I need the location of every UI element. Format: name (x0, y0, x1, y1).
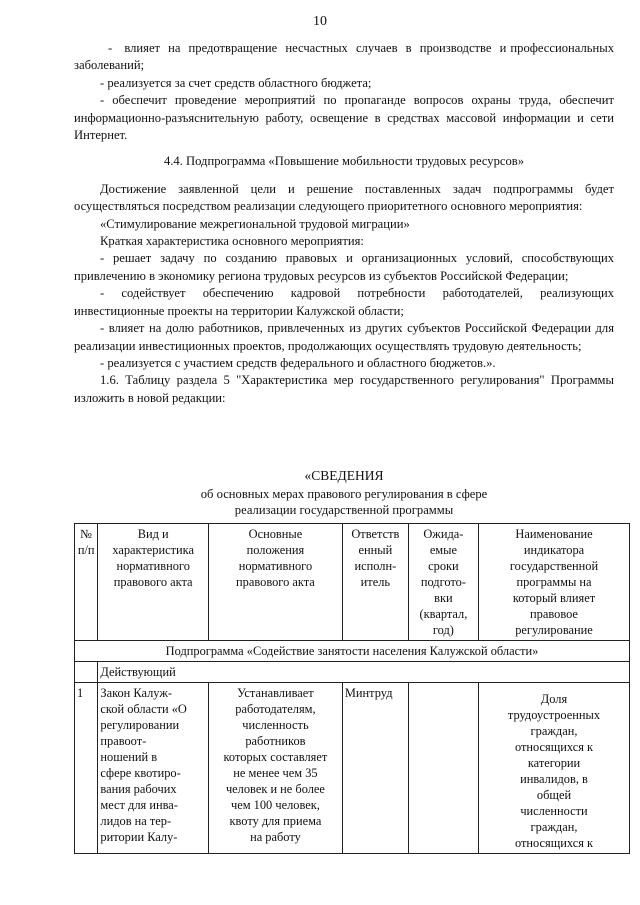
row-act: Закон Калуж- ской области «О регулировании правоот- ношений в сфере квотиро- вания рабочих мест для инва- лидов на тер- ритории Калу- (98, 683, 209, 854)
row-provisions: Устанавливает работодателям, численность работников которых составляет не менее чем 35 человек и не более чем 100 человек, квоту для приема на работу (208, 683, 342, 854)
paragraph: - реализуется за счет средств областного бюджета; (100, 75, 372, 90)
row-indicator: Доля трудоустроенных граждан, относящихся к категории инвалидов, в общей численности граждан, относящихся к (478, 683, 629, 854)
header-act: Вид и характеристика нормативного правового акта (98, 524, 209, 641)
header-indicator: Наименование индикатора государственной программы на который влияет правовое регулирование (478, 524, 629, 641)
header-term: Ожида- емые сроки подгото- вки (квартал, год) (408, 524, 478, 641)
paragraph: 1.6. Таблицу раздела 5 "Характеристика мер государственного регулирования" Программы изложить в новой редакции: (74, 373, 614, 405)
paragraph: - влияет на долю работников, привлеченных из других субъектов Российской Федерации для реализации инвестиционных проектов, продолжающих осуществлять трудовую деятельность; (74, 321, 614, 353)
table-header-row (75, 524, 630, 641)
subprogram-cell: Подпрограмма «Содействие занятости населения Калужской области» (75, 641, 630, 662)
header-num: № п/п (75, 524, 98, 641)
svedeniya-subtitle (74, 486, 614, 518)
paragraph: Достижение заявленной цели и решение поставленных задач подпрограммы будет осуществляться посредством реализации следующего приоритетного основного мероприятия: (74, 181, 614, 214)
header-provisions: Основные положения нормативного правового акта (208, 524, 342, 641)
svedeniya-subtitle-line: реализации государственной программы (234, 503, 454, 517)
subprogram-heading: 4.4. Подпрограмма «Повышение мобильности трудовых ресурсов» (163, 154, 525, 169)
paragraph: «Стимулирование межрегиональной трудовой миграции» (100, 216, 410, 231)
status-cell: Действующий (98, 662, 630, 683)
regulation-measures-table (74, 523, 630, 854)
paragraph: - реализуется с участием средств федерального и областного бюджетов.». (100, 355, 496, 370)
paragraph: - содействует обеспечению кадровой потребности работодателей, реализующих инвестиционные проекты на территории Калужской области; (74, 286, 614, 318)
paragraph: - обеспечит проведение мероприятий по пропаганде вопросов охраны труда, обеспечит информационно-разъяснительную работу, освещение в средствах массовой информации и сети Интернет. (74, 93, 614, 143)
subprogram-row (75, 641, 630, 662)
table-row (75, 683, 630, 854)
page-number: 10 (313, 14, 327, 29)
header-responsible: Ответств енный исполн- итель (342, 524, 408, 641)
row-responsible: Минтруд (342, 683, 408, 854)
paragraph: - влияет на предотвращение несчастных случаев в производстве и профессиональных заболеваний; (74, 41, 614, 73)
svedeniya-title: «СВЕДЕНИЯ (304, 468, 384, 483)
row-term (408, 683, 478, 854)
status-empty-cell (75, 662, 98, 683)
svedeniya-subtitle-line: об основных мерах правового регулирования в сфере (200, 487, 488, 501)
document-body (74, 40, 614, 407)
row-num: 1 (75, 683, 98, 854)
status-row (75, 662, 630, 683)
paragraph: - решает задачу по созданию правовых и организационных условий, способствующих привлечению в экономику региона трудовых ресурсов из субъектов Российской Федерации; (74, 251, 614, 283)
paragraph: Краткая характеристика основного мероприятия: (100, 234, 364, 249)
